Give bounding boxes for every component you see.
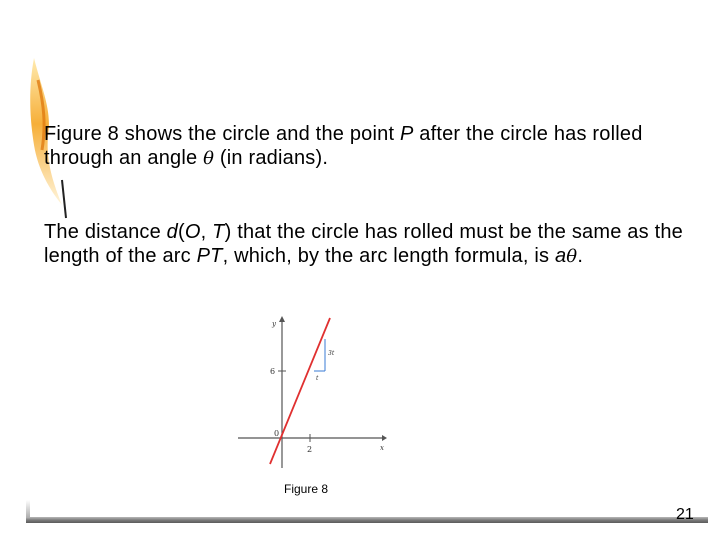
p2-comma: , <box>200 221 213 243</box>
p2-text-1: The distance <box>44 221 167 243</box>
distance-d: d <box>166 221 178 243</box>
p1-text-1: Figure 8 shows the circle and the point <box>44 123 400 145</box>
paragraph-arc-length <box>44 220 684 269</box>
p2-period: . <box>577 245 584 267</box>
p2-text-3: , which, by the arc length formula, is <box>222 245 555 267</box>
x-axis-arrow <box>382 435 387 441</box>
page-number: 21 <box>676 506 694 523</box>
radius-a: a <box>554 245 567 267</box>
point-p: P <box>399 123 414 145</box>
footer-bar <box>26 517 708 523</box>
p1-text-3: (in radians). <box>214 147 329 169</box>
p2-close-paren: ) <box>224 221 232 243</box>
y-axis-arrow <box>279 316 285 322</box>
theta-symbol: θ <box>203 148 215 169</box>
point-t: T <box>212 221 225 243</box>
axis-x-label: x <box>380 444 384 452</box>
p1-text-2: after the circle has rolled through an angle <box>44 123 643 169</box>
point-o: O <box>184 221 201 243</box>
theta-symbol-2: θ <box>566 246 578 267</box>
figure-caption: Figure 8 <box>284 482 329 496</box>
tick-label-origin: 0 <box>274 429 280 438</box>
rise-label: 3t <box>328 350 335 357</box>
paragraph-rolling-circle <box>44 122 684 171</box>
graph-line <box>270 318 330 464</box>
tick-label-2: 2 <box>307 445 313 454</box>
run-label: t <box>316 375 319 382</box>
arc-pt: PT <box>196 245 223 267</box>
axis-y-label: y <box>272 320 276 328</box>
p2-open-paren: ( <box>178 221 185 243</box>
tick-label-6: 6 <box>270 367 276 376</box>
p2-text-2: that the circle has rolled must be the same as the length of the arc <box>44 221 683 267</box>
figure-8-graph <box>232 310 392 470</box>
